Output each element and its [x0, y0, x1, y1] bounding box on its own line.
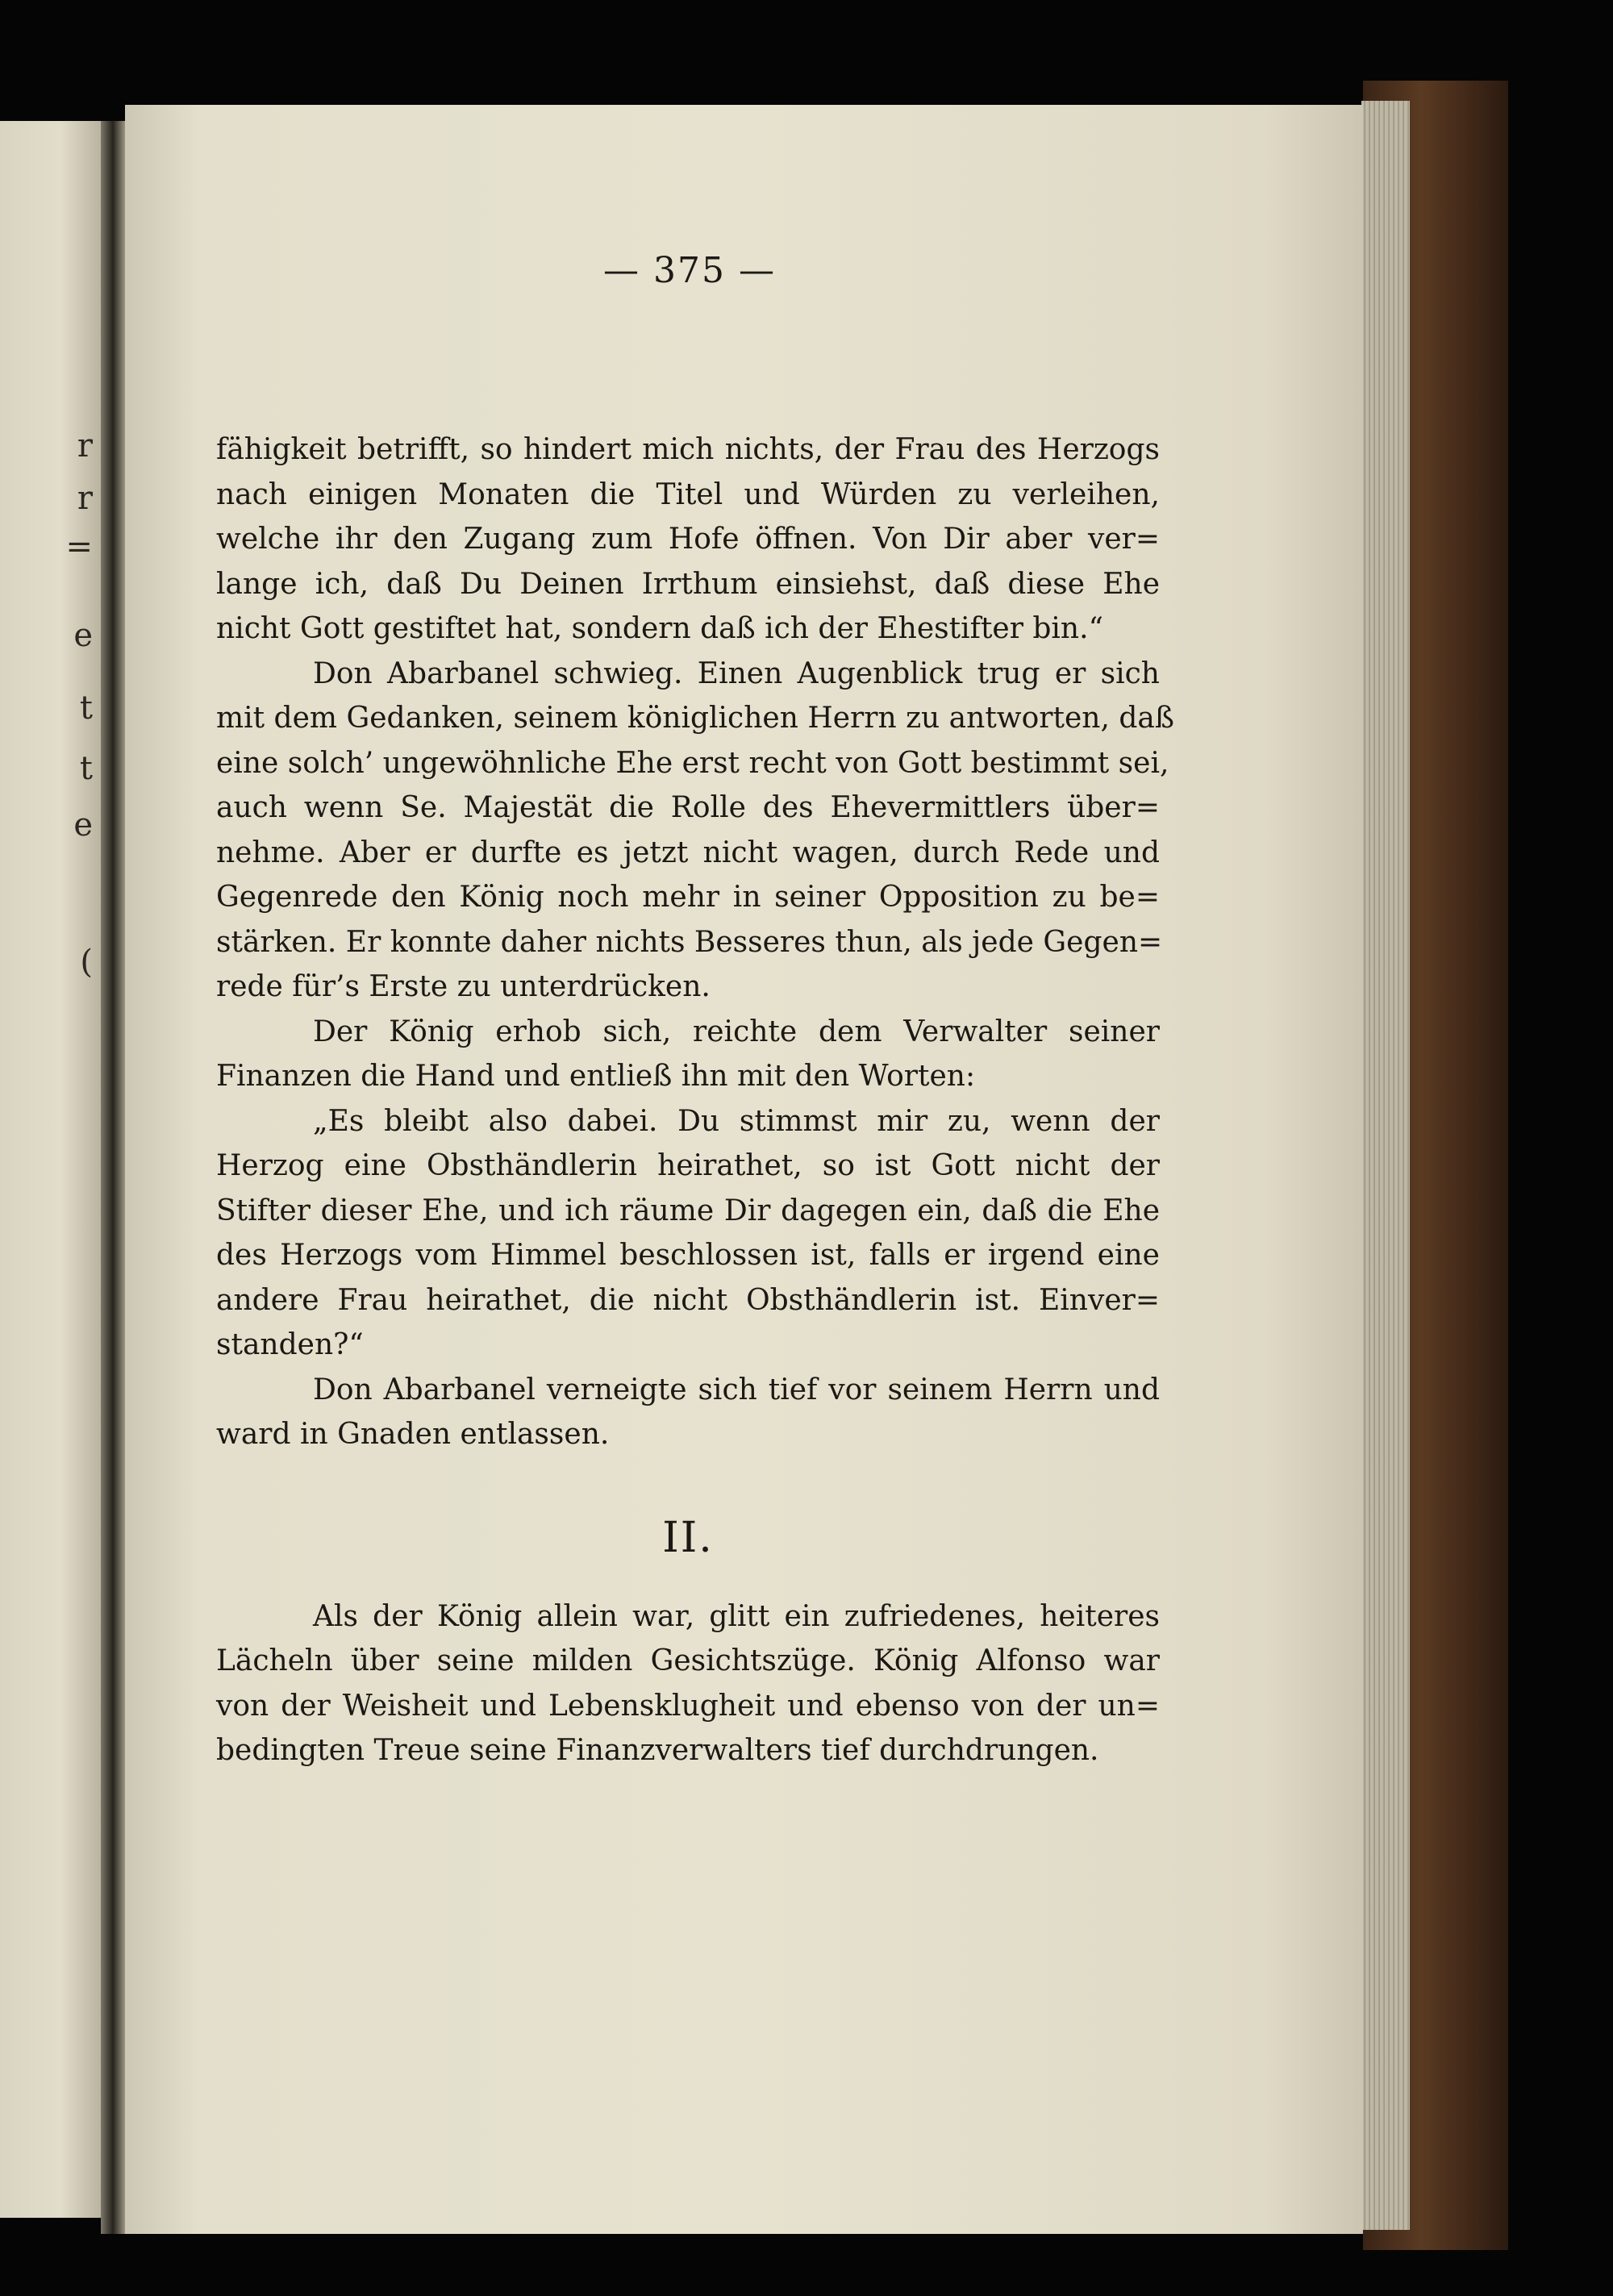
paragraph [216, 1594, 1160, 1773]
text-line: Finanzen die Hand und entließ ihn mit den Worten: [216, 1060, 976, 1093]
paragraph [216, 427, 1160, 652]
left-page-fragment: e [73, 617, 93, 654]
paragraph [216, 1368, 1160, 1457]
left-page-fragment: r [77, 427, 93, 465]
section-heading: II. [662, 1513, 714, 1562]
book-gutter [101, 121, 125, 2234]
text-line: Don Abarbanel verneigte sich tief vor seinem Herrn und [313, 1373, 1160, 1406]
text-line: mit dem Gedanken, seinem königlichen Herrn zu antworten, daß [216, 702, 1174, 735]
text-line: nehme. Aber er durfte es jetzt nicht wagen, durch Rede und [216, 835, 1160, 869]
text-line: ward in Gnaden entlassen. [216, 1418, 610, 1451]
left-page-fragment: e [73, 806, 93, 844]
left-page-fragment: ( [80, 944, 93, 981]
page-edges [1361, 101, 1410, 2230]
text-line: stärken. Er konnte daher nichts Besseres thun, als jede Gegen= [216, 925, 1163, 959]
paragraph [216, 1010, 1160, 1099]
text-line: Lächeln über seine milden Gesichtszüge. König Alfonso war [216, 1644, 1160, 1677]
left-page-fragment: = [65, 528, 93, 565]
paragraph [216, 1099, 1160, 1368]
text-line: Gegenrede den König noch mehr in seiner Opposition zu be= [216, 881, 1160, 914]
page-number: — 375 — [603, 250, 776, 291]
text-line: Herzog eine Obsthändlerin heirathet, so ist Gott nicht der [216, 1149, 1160, 1182]
text-line: des Herzogs vom Himmel beschlossen ist, falls er irgend eine [216, 1239, 1160, 1272]
text-line: nach einigen Monaten die Titel und Würden zu verleihen, [216, 477, 1160, 511]
text-line: rede für’s Erste zu unterdrücken. [216, 970, 711, 1003]
text-line: auch wenn Se. Majestät die Rolle des Ehevermittlers über= [216, 791, 1160, 824]
text-line: „Es bleibt also dabei. Du stimmst mir zu, wenn der [313, 1104, 1160, 1138]
text-line: Don Abarbanel schwieg. Einen Augenblick trug er sich [313, 656, 1160, 690]
text-line: welche ihr den Zugang zum Hofe öffnen. Von Dir aber ver= [216, 523, 1160, 556]
left-page-fragment: t [79, 690, 93, 727]
text-line: fähigkeit betrifft, so hindert mich nichts, der Frau des Herzogs [216, 433, 1160, 466]
text-line: standen?“ [216, 1328, 364, 1361]
left-page-edge [0, 121, 101, 2218]
text-line: lange ich, daß Du Deinen Irrthum einsiehst, daß diese Ehe [216, 567, 1160, 601]
text-line: andere Frau heirathet, die nicht Obsthändlerin ist. Einver= [216, 1283, 1160, 1317]
text-line: nicht Gott gestiftet hat, sondern daß ich der Ehestifter bin.“ [216, 612, 1103, 645]
left-page-fragment: t [79, 750, 93, 787]
text-line: eine solch’ ungewöhnliche Ehe erst recht von Gott bestimmt sei, [216, 746, 1169, 780]
text-line: Stifter dieser Ehe, und ich räume Dir dagegen ein, daß die Ehe [216, 1194, 1160, 1227]
text-line: Als der König allein war, glitt ein zufriedenes, heiteres [313, 1599, 1160, 1633]
paragraph [216, 652, 1174, 1010]
left-page-fragment: r [77, 480, 93, 517]
text-line: bedingten Treue seine Finanzverwalters tief durchdrungen. [216, 1734, 1099, 1767]
text-line: von der Weisheit und Lebensklugheit und ebenso von der un= [216, 1689, 1160, 1723]
text-line: Der König erhob sich, reichte dem Verwalter seiner [313, 1015, 1160, 1048]
page-text [216, 427, 1174, 1773]
